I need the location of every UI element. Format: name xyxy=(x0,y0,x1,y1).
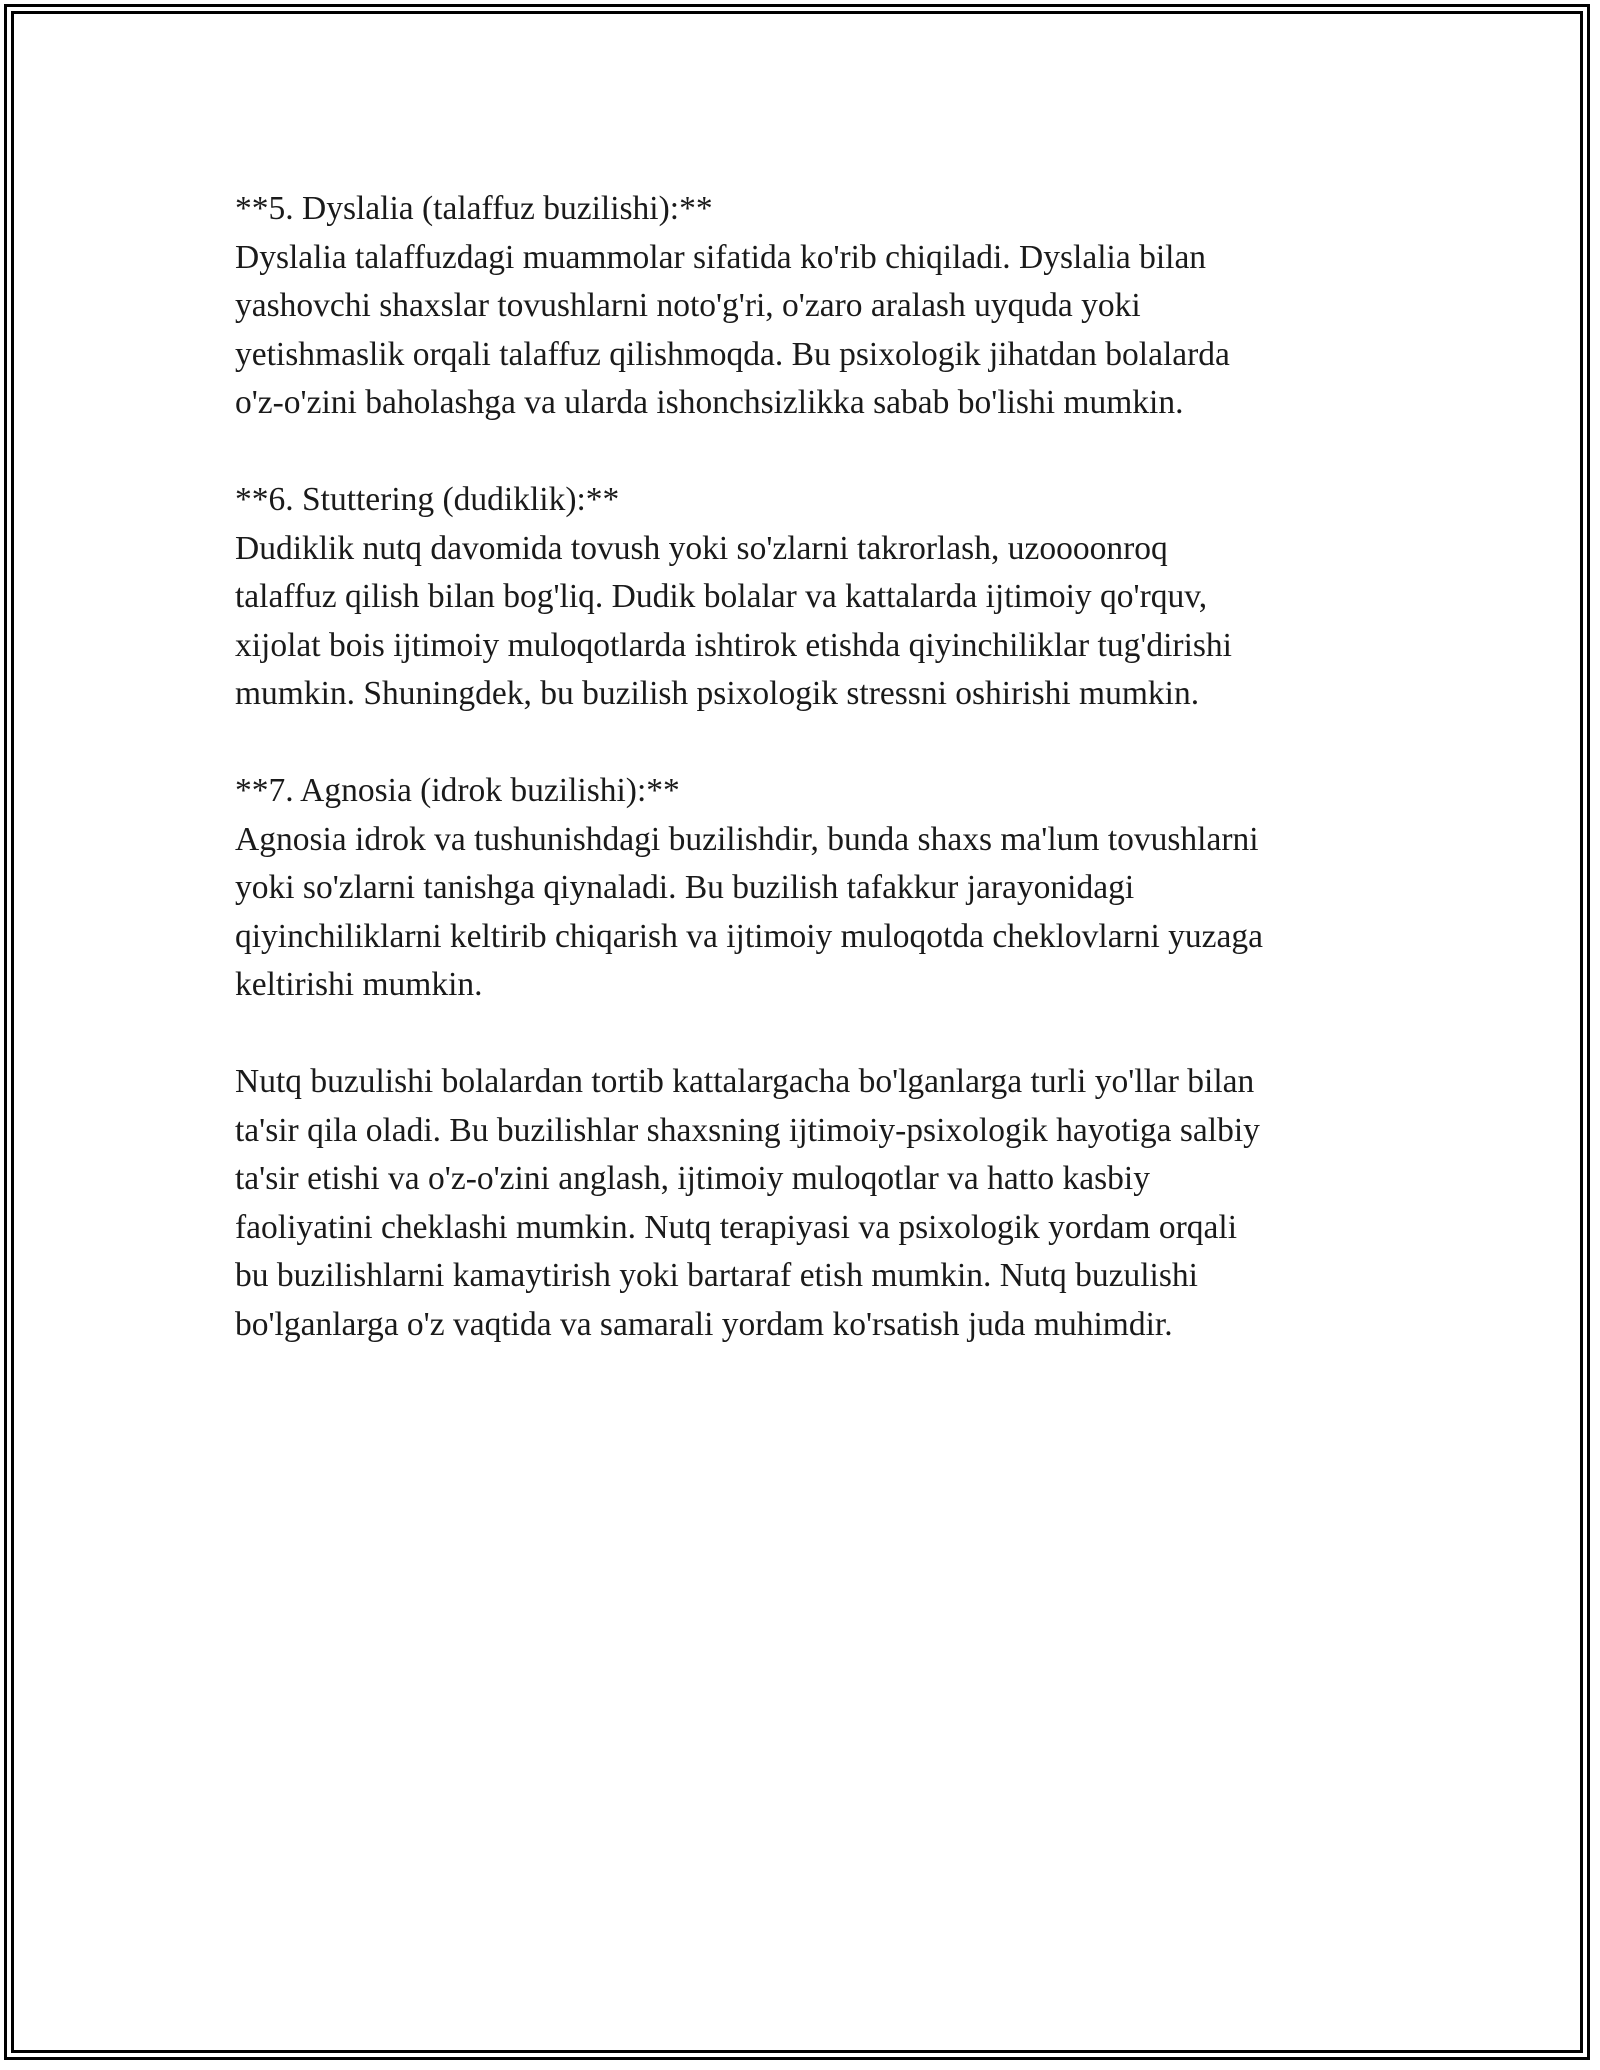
document-body xyxy=(235,185,1375,1349)
paragraph-line: yashovchi shaxslar tovushlarni noto'g'ri, o'zaro aralash uyquda yoki xyxy=(235,287,1141,324)
paragraph-line: xijolat bois ijtimoiy muloqotlarda ishtirok etishda qiyinchiliklar tug'dirishi xyxy=(235,626,1232,664)
paragraph-line: Dyslalia talaffuzdagi muammolar sifatida ko'rib chiqiladi. Dyslalia bilan xyxy=(235,238,1207,276)
paragraph-line: bu buzilishlarni kamaytirish yoki bartaraf etish mumkin. Nutq buzulishi xyxy=(235,1257,1198,1294)
paragraph-line: Dudiklik nutq davomida tovush yoki so'zlarni takrorlash, uzoooonroq xyxy=(235,529,1168,567)
paragraph-line: yetishmaslik orqali talaffuz qilishmoqda. Bu psixologik jihatdan bolalarda xyxy=(235,335,1230,373)
paragraph-line: ta'sir qila oladi. Bu buzilishlar shaxsning ijtimoiy-psixologik hayotiga salbiy xyxy=(235,1111,1260,1149)
section-dyslalia xyxy=(235,185,1375,428)
paragraph-line: ta'sir etishi va o'z-o'zini anglash, ijtimoiy muloqotlar va hatto kasbiy xyxy=(235,1160,1150,1197)
paragraph-line: mumkin. Shuningdek, bu buzilish psixologik stressni oshirishi mumkin. xyxy=(235,675,1200,712)
paragraph-line: faoliyatini cheklashi mumkin. Nutq terapiyasi va psixologik yordam orqali xyxy=(235,1208,1238,1246)
section-heading: **5. Dyslalia (talaffuz buzilishi):** xyxy=(235,190,713,227)
paragraph-line: yoki so'zlarni tanishga qiynaladi. Bu buzilish tafakkur jarayonidagi xyxy=(235,869,1135,906)
paragraph-line: qiyinchiliklarni keltirib chiqarish va ijtimoiy muloqotda cheklovlarni yuzaga xyxy=(235,917,1264,955)
paragraph-line: o'z-o'zini baholashga va ularda ishonchsizlikka sabab bo'lishi mumkin. xyxy=(235,384,1184,421)
closing-paragraph xyxy=(235,1058,1375,1349)
section-heading: **6. Stuttering (dudiklik):** xyxy=(235,481,620,518)
section-stuttering xyxy=(235,476,1375,719)
paragraph-line: talaffuz qilish bilan bog'liq. Dudik bolalar va kattalarda ijtimoiy qo'rquv, xyxy=(235,578,1208,615)
paragraph-line: keltirishi mumkin. xyxy=(235,966,483,1003)
paragraph-line: Nutq buzulishi bolalardan tortib kattalargacha bo'lganlarga turli yo'llar bilan xyxy=(235,1063,1255,1100)
paragraph-line: bo'lganlarga o'z vaqtida va samarali yordam ko'rsatish juda muhimdir. xyxy=(235,1305,1173,1343)
paragraph-line: Agnosia idrok va tushunishdagi buzilishdir, bunda shaxs ma'lum tovushlarni xyxy=(235,820,1259,858)
section-agnosia xyxy=(235,767,1375,1010)
section-heading: **7. Agnosia (idrok buzilishi):** xyxy=(235,772,680,809)
